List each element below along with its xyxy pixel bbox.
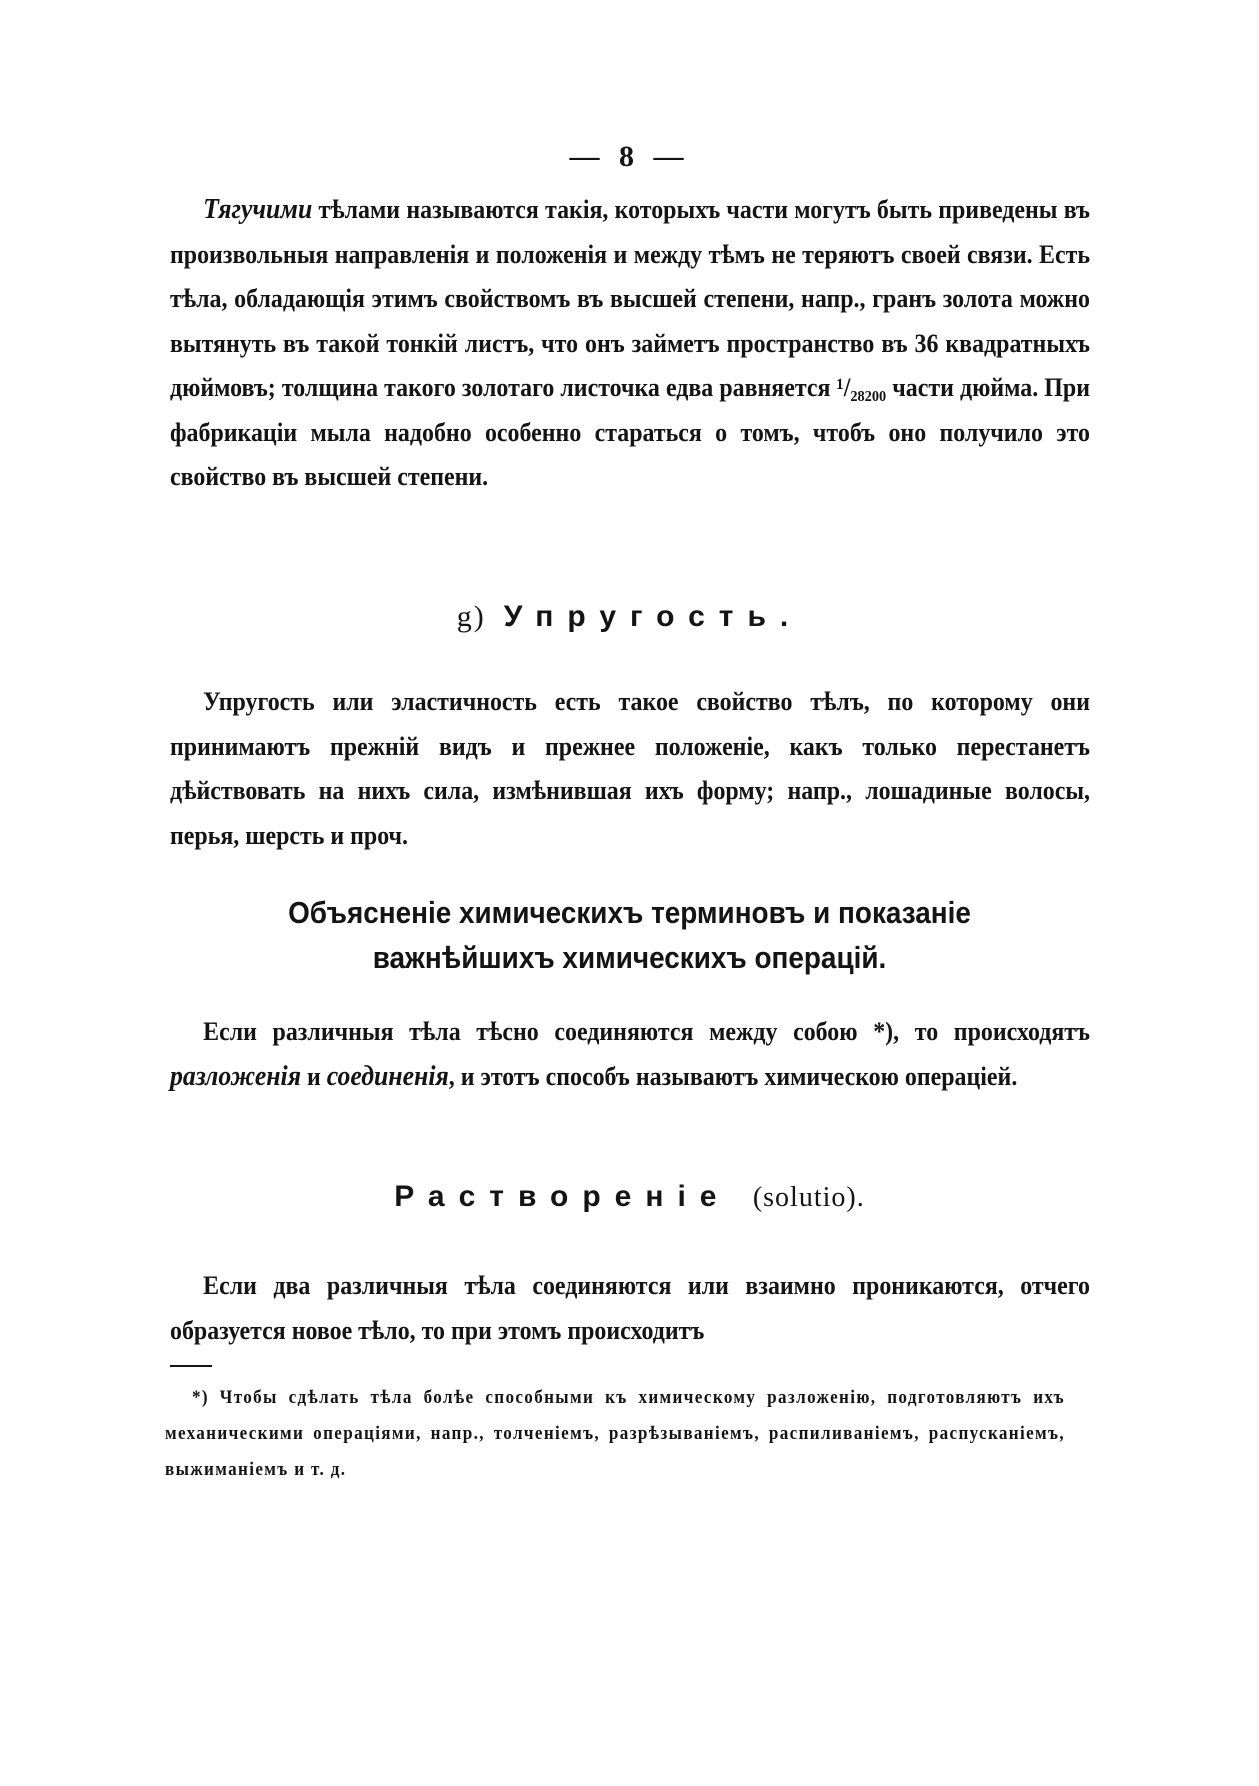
heading-solution-latin: (solutio). xyxy=(752,1182,865,1213)
term-ductile: Тягучими xyxy=(203,194,313,225)
intro-text-c: , и этотъ способъ называютъ химическою операціей. xyxy=(448,1061,1018,1091)
paragraph-solution: Если два различныя тѣла соединяются или взаимно проникаются, отчего образуется новое тѣло, то при этомъ происходитъ xyxy=(170,1271,1090,1345)
footnote: *) Чтобы сдѣлать тѣла болѣе способными къ химическому разложенію, подготовляютъ ихъ механическими операціями, напр., толченіемъ, разрѣзываніемъ, распиливаніемъ, распусканіемъ, выжиманіемъ и т. д. xyxy=(165,1387,1065,1480)
heading-elasticity-mark: g) xyxy=(456,600,486,633)
heading-elasticity xyxy=(0,600,1259,634)
paragraph-chemical-operation xyxy=(170,1010,1090,1099)
paragraph-ductility-text: тѣлами называются такія, которыхъ части могутъ быть приведены въ произвольныя направленія и положенія и между тѣмъ не теряютъ своей связи. Есть тѣла, обладающія этимъ свойствомъ въ высшей степени, напр., гранъ золота можно вытянуть въ такой тонкій листъ, что онъ займетъ пространство въ 36 квадратныхъ дюймовъ; толщина такого золотаго листочка едва равняется ¹/₂₈₂₀₀ части дюйма. При фабрикаціи мыла надобно особенно стараться о томъ, чтобъ оно получило это свойство въ высшей степени. xyxy=(170,195,1090,491)
page-number: — 8 — xyxy=(569,140,690,173)
heading-chemical-terms-line1: Объясненіе химическихъ терминовъ и показаніе xyxy=(288,895,971,930)
heading-solution xyxy=(0,1180,1259,1214)
term-decomposition: разложенія xyxy=(170,1060,301,1092)
intro-text-b: и xyxy=(300,1061,327,1091)
term-combination: соединенія xyxy=(326,1060,449,1092)
footnote-divider xyxy=(170,1365,212,1367)
heading-chemical-terms xyxy=(63,890,1196,980)
heading-chemical-terms-line2: важнѣйшихъ химическихъ операцій. xyxy=(372,940,887,975)
intro-text-a: Если различныя тѣла тѣсно соединяются между собою *), то происходятъ xyxy=(203,1017,1090,1046)
heading-elasticity-title: Упругость. xyxy=(503,600,803,633)
heading-solution-title: Раствореніе xyxy=(394,1180,731,1213)
paragraph-elasticity: Упругость или эластичность есть такое свойство тѣлъ, по которому они принимаютъ прежній видъ и прежнее положеніе, какъ только перестанетъ дѣйствовать на нихъ сила, измѣнившая ихъ форму; напр., лошадиные волосы, перья, шерсть и проч. xyxy=(170,687,1090,850)
paragraph-ductility xyxy=(170,188,1090,500)
